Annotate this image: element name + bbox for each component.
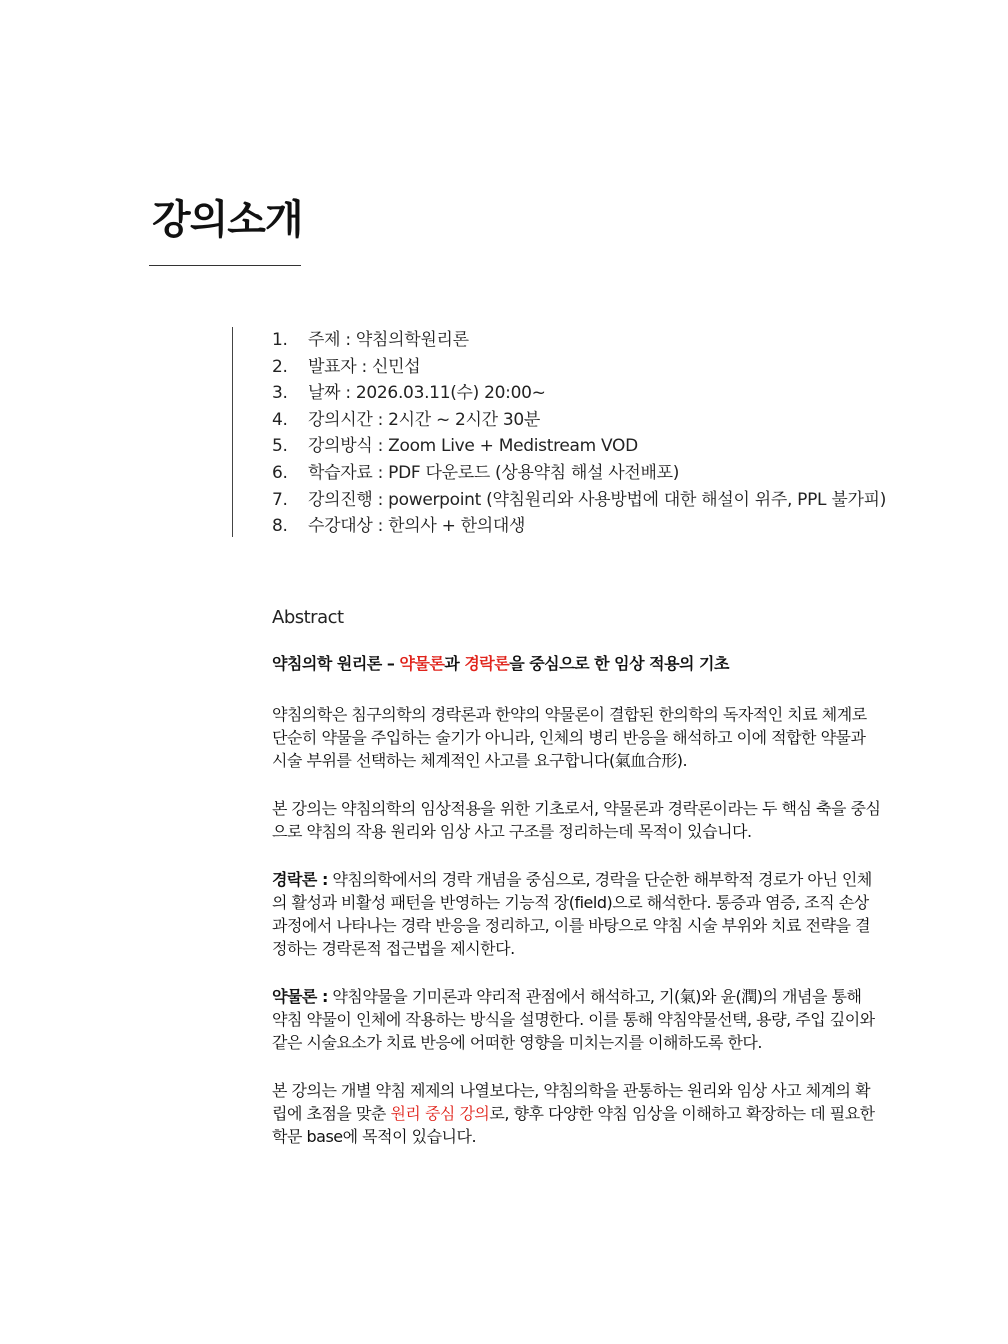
info-item-date bbox=[272, 380, 886, 407]
paragraph-line: 으로 약침의 작용 원리와 임상 사고 구조를 정리하는데 목적이 있습니다. bbox=[272, 822, 752, 841]
info-item-topic bbox=[272, 327, 886, 354]
title-divider bbox=[149, 265, 301, 266]
paragraph-line: 정하는 경락론적 접근법을 제시한다. bbox=[272, 939, 515, 958]
info-item-text: 발표자 : 신민섭 bbox=[308, 356, 421, 377]
paragraph-line: 본 강의는 약침의학의 임상적용을 위한 기초로서, 약물론과 경락론이라는 두 핵심 축을 중심 bbox=[272, 799, 881, 818]
info-item-presenter bbox=[272, 354, 886, 381]
info-item-text: 학습자료 : PDF 다운로드 (상용약침 해설 사전배포) bbox=[308, 462, 680, 483]
heading-highlight-meridian: 경락론 bbox=[464, 654, 510, 673]
info-item-number: 4. bbox=[272, 409, 288, 430]
info-item-number: 3. bbox=[272, 383, 288, 404]
paragraph-line bbox=[272, 868, 922, 891]
paragraph-line: 약침 약물이 인체에 작용하는 방식을 설명한다. 이를 통해 약침약물선택, 용량, 주입 깊이와 bbox=[272, 1010, 875, 1029]
info-item-materials bbox=[272, 460, 886, 487]
abstract-section bbox=[272, 605, 922, 1173]
abstract-paragraph-meridian bbox=[272, 868, 922, 960]
info-item-number: 7. bbox=[272, 489, 288, 510]
info-item-format bbox=[272, 433, 886, 460]
heading-highlight-pharmacology: 약물론 bbox=[399, 654, 445, 673]
paragraph-line: 학문 base에 목적이 있습니다. bbox=[272, 1127, 477, 1146]
paragraph-line: 본 강의는 개별 약침 제제의 나열보다는, 약침의학을 관통하는 원리와 임상 사고 체계의 확 bbox=[272, 1081, 871, 1100]
paragraph-line: 과정에서 나타나는 경락 반응을 정리하고, 이를 바탕으로 약침 시술 부위와 치료 전략을 결 bbox=[272, 916, 871, 935]
page-title: 강의소개 bbox=[152, 197, 303, 243]
abstract-label: Abstract bbox=[272, 607, 344, 628]
info-item-text: 수강대상 : 한의사 + 한의대생 bbox=[308, 516, 526, 537]
info-item-number: 2. bbox=[272, 356, 288, 377]
heading-text: 을 중심으로 한 임상 적용의 기초 bbox=[509, 654, 729, 673]
info-item-duration bbox=[272, 407, 886, 434]
info-item-number: 8. bbox=[272, 516, 288, 537]
info-item-text: 강의진행 : powerpoint (약침원리와 사용방법에 대한 해설이 위주, PPL 불가피) bbox=[308, 489, 887, 510]
paragraph-text: 약침의학에서의 경락 개념을 중심으로, 경락을 단순한 해부학적 경로가 아닌 인체 bbox=[327, 870, 872, 889]
info-vertical-rule bbox=[232, 327, 233, 537]
abstract-paragraph-pharmacology bbox=[272, 985, 922, 1054]
heading-text: 약침의학 원리론 – bbox=[272, 654, 400, 673]
info-item-text: 날짜 : 2026.03.11(수) 20:00~ bbox=[308, 383, 546, 404]
info-item-text: 강의방식 : Zoom Live + Medistream VOD bbox=[308, 436, 638, 457]
info-item-number: 1. bbox=[272, 330, 288, 350]
course-info-list bbox=[272, 327, 886, 540]
info-item-text: 주제 : 약침의학원리론 bbox=[308, 330, 469, 350]
paragraph-line: 약침의학은 침구의학의 경락론과 한약의 약물론이 결합된 한의학의 독자적인 치료 체계로 bbox=[272, 705, 867, 724]
paragraph-line: 단순히 약물을 주입하는 술기가 아니라, 인체의 병리 반응을 해석하고 이에 적합한 약물과 bbox=[272, 728, 866, 747]
info-item-number: 5. bbox=[272, 436, 288, 457]
heading-text: 과 bbox=[444, 654, 465, 673]
paragraph-text: 약침약물을 기미론과 약리적 관점에서 해석하고, 기(氣)와 윤(潤)의 개념을 통해 bbox=[327, 987, 862, 1006]
term-pharmacology: 약물론 : bbox=[272, 987, 328, 1006]
paragraph-text: 로, 향후 다양한 약침 임상을 이해하고 확장하는 데 필요한 bbox=[489, 1104, 875, 1123]
abstract-paragraph-conclusion bbox=[272, 1079, 922, 1148]
paragraph-line: 의 활성과 비활성 패턴을 반영하는 기능적 장(field)으로 해석한다. 통증과 염증, 조직 손상 bbox=[272, 893, 869, 912]
highlight-principle-lecture: 원리 중심 강의 bbox=[390, 1104, 490, 1123]
paragraph-line bbox=[272, 1102, 922, 1125]
abstract-heading bbox=[272, 651, 922, 677]
paragraph-text: 립에 초점을 맞춘 bbox=[272, 1104, 391, 1123]
paragraph-line bbox=[272, 985, 922, 1008]
abstract-paragraph-purpose bbox=[272, 797, 922, 843]
paragraph-line: 시술 부위를 선택하는 체계적인 사고를 요구합니다(氣血合形). bbox=[272, 751, 688, 770]
term-meridian: 경락론 : bbox=[272, 870, 328, 889]
info-item-text: 강의시간 : 2시간 ~ 2시간 30분 bbox=[308, 409, 541, 430]
info-item-audience bbox=[272, 513, 886, 540]
info-item-number: 6. bbox=[272, 462, 288, 483]
paragraph-line: 같은 시술요소가 치료 반응에 어떠한 영향을 미치는지를 이해하도록 한다. bbox=[272, 1033, 762, 1052]
info-item-delivery bbox=[272, 487, 886, 514]
abstract-paragraph-intro bbox=[272, 703, 922, 772]
